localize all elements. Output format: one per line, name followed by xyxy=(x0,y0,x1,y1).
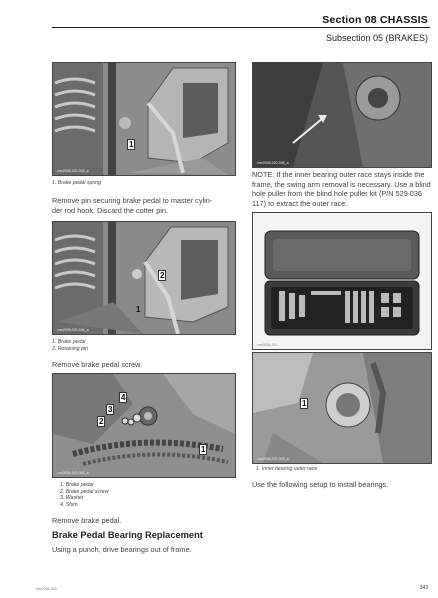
callout-1: 1 xyxy=(201,445,206,454)
note-label: NOTE: xyxy=(252,170,275,179)
figure-code: vmr2006-011 xyxy=(257,343,278,347)
callout-1: 1 xyxy=(129,140,134,149)
note-paragraph xyxy=(252,170,432,208)
figure-brake-pedal-spring xyxy=(52,62,236,176)
figure-retaining-pin xyxy=(52,221,236,335)
paragraph: Remove brake pedal. xyxy=(52,516,122,525)
figure-legend xyxy=(60,482,108,508)
callout-2: 2 xyxy=(99,417,104,426)
figure-code: vmr2006-020-009_a xyxy=(257,457,289,461)
footer-code: vmr2006-020 xyxy=(36,587,57,591)
figure-frame-bearing xyxy=(252,62,432,168)
callout-1: 1 xyxy=(302,399,307,408)
legend-item: 1. Brake pedal xyxy=(52,339,86,345)
figure-code: vmr2006-020-006_a xyxy=(57,328,89,332)
subsection-title: Subsection 05 (BRAKES) xyxy=(325,33,428,43)
paragraph: Remove brake pedal screw. xyxy=(52,360,143,369)
legend-item: 4. Shim xyxy=(60,501,78,508)
figure-legend xyxy=(52,180,101,187)
header-rule xyxy=(52,27,430,28)
legend-item: 2. Brake pedal screw xyxy=(60,488,109,495)
legend-item: 2. Retaining pin xyxy=(52,345,89,352)
paragraph: Use the following setup to install bearings. xyxy=(252,480,389,489)
legend-item: 3. Washer xyxy=(60,495,84,501)
legend-item: 1. Inner bearing outer race xyxy=(256,466,318,472)
figure-puller-kit xyxy=(252,212,432,350)
figure-legend xyxy=(256,466,317,473)
figure-code: vmr2006-020-007_a xyxy=(57,471,89,475)
figure-brake-pedal-screw xyxy=(52,373,236,478)
section-heading: Brake Pedal Bearing Replacement xyxy=(52,530,203,540)
figure-code: vmr2006-020-008_a xyxy=(257,161,289,165)
figure-code: vmr2006-020-005_a xyxy=(57,169,89,173)
legend-item: 1. Brake pedal xyxy=(60,482,94,488)
paragraph: Remove pin securing brake pedal to master cylin- der rod hook. Discard the cotter pin. xyxy=(52,196,213,215)
callout-1: 1 xyxy=(136,305,141,314)
note-text: If the inner bearing outer race stays inside the frame, the swing arm removal is necessary. Use a blind hole puller from the blind hole puller kit (P/N 529 036 117) to extract the outer race. xyxy=(252,170,431,208)
figure-legend xyxy=(52,339,88,352)
callout-2: 2 xyxy=(160,271,165,280)
legend-item: 1. Brake pedal spring xyxy=(52,180,102,186)
callout-3: 3 xyxy=(108,405,113,414)
figure-inner-bearing-outer-race xyxy=(252,352,432,464)
paragraph: Using a punch, drive bearings out of frame. xyxy=(52,545,192,554)
section-title: Section 08 CHASSIS xyxy=(322,14,428,26)
page-number: 343 xyxy=(419,585,428,591)
callout-4: 4 xyxy=(121,393,126,402)
